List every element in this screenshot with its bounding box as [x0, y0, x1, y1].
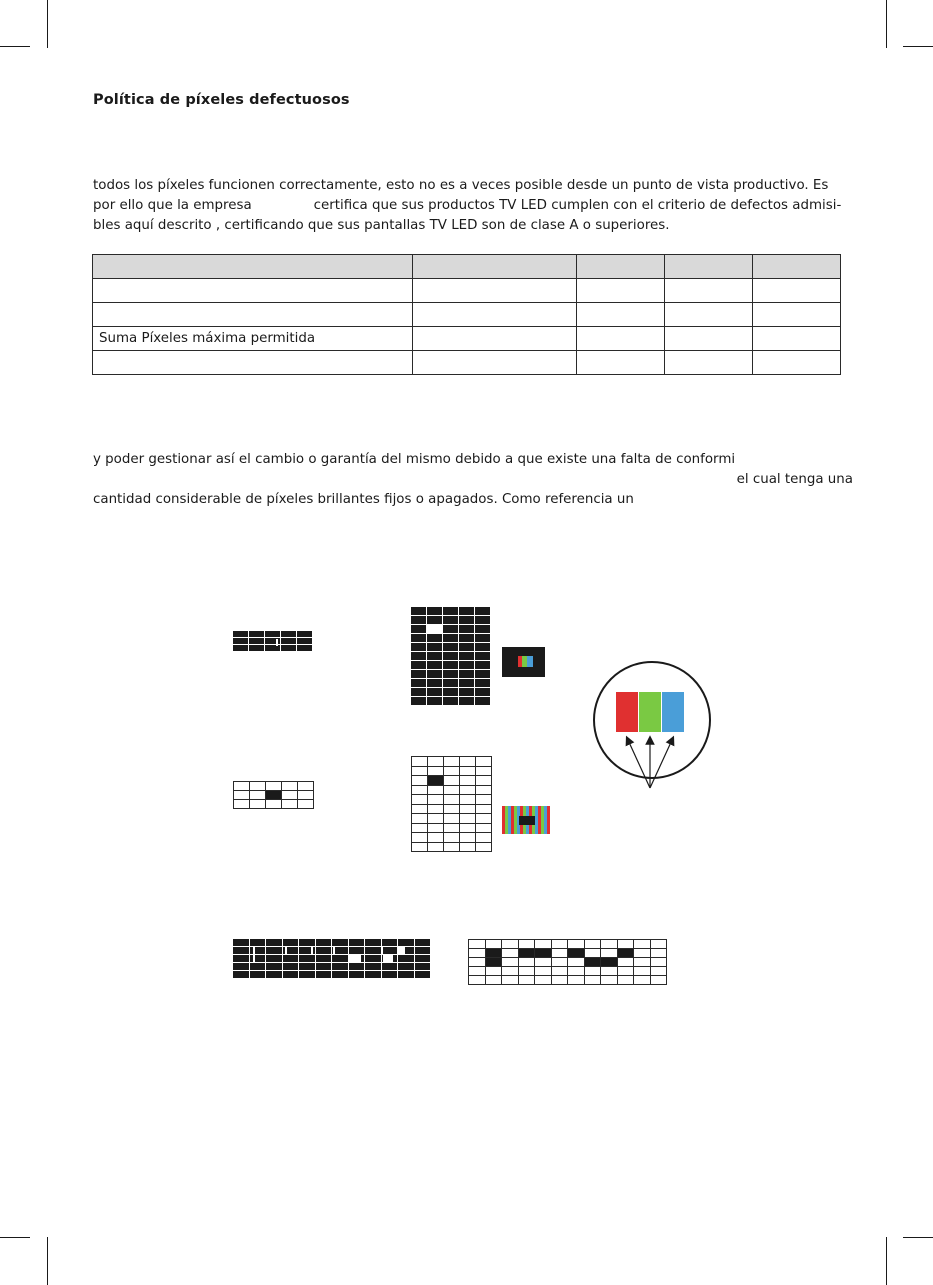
bright-pixel-grid — [411, 607, 490, 705]
table-cell-max-pixels: Suma Píxeles máxima permitida — [93, 327, 413, 351]
body-line-1: y poder gestionar así el cambio o garantía del mismo debido a que existe una falta de conformi — [93, 452, 736, 467]
table-row — [93, 279, 841, 303]
bright-subpixel-swatch — [502, 647, 550, 677]
page-title: Política de píxeles defectuosos — [93, 92, 350, 108]
dead-subpixel-swatch — [502, 806, 550, 834]
table-row — [93, 327, 841, 351]
intro-line-3: bles aquí descrito , certificando que sus pantallas TV LED son de clase A o superiores. — [93, 218, 670, 233]
subpixel-stripes — [502, 806, 550, 834]
crop-mark — [903, 1237, 933, 1238]
body-line-3: cantidad considerable de píxeles brillantes fijos o apagados. Como referencia un — [93, 492, 634, 507]
dead-subpixel-row-grid — [468, 939, 667, 985]
subpixel-zoom-diagram — [590, 652, 720, 802]
table-row — [93, 351, 841, 375]
crop-mark — [47, 0, 48, 48]
bright-subpixel-marks — [233, 947, 433, 967]
intro-paragraph — [93, 176, 841, 236]
body-line-2: el cual tenga una — [736, 472, 853, 487]
intro-line-1: todos los píxeles funcionen correctamente, esto no es a veces posible desde un punto de vista productivo. Es — [93, 178, 829, 193]
dead-pixel-strip — [233, 781, 314, 809]
crop-mark — [0, 46, 30, 47]
crop-mark — [47, 1237, 48, 1285]
body-paragraph — [93, 450, 853, 510]
defect-table — [92, 254, 841, 375]
dead-pixel-grid — [411, 756, 492, 852]
table-header-row — [93, 255, 841, 279]
crop-mark — [903, 46, 933, 47]
table-row — [93, 303, 841, 327]
crop-mark — [886, 1237, 887, 1285]
bright-pixel-mark — [276, 639, 278, 646]
crop-mark — [886, 0, 887, 48]
intro-line-2: por ello que la empresa certifica que sus productos TV LED cumplen con el criterio de defectos admisi- — [93, 198, 842, 213]
crop-mark — [0, 1237, 30, 1238]
bright-pixel-strip — [233, 631, 312, 651]
